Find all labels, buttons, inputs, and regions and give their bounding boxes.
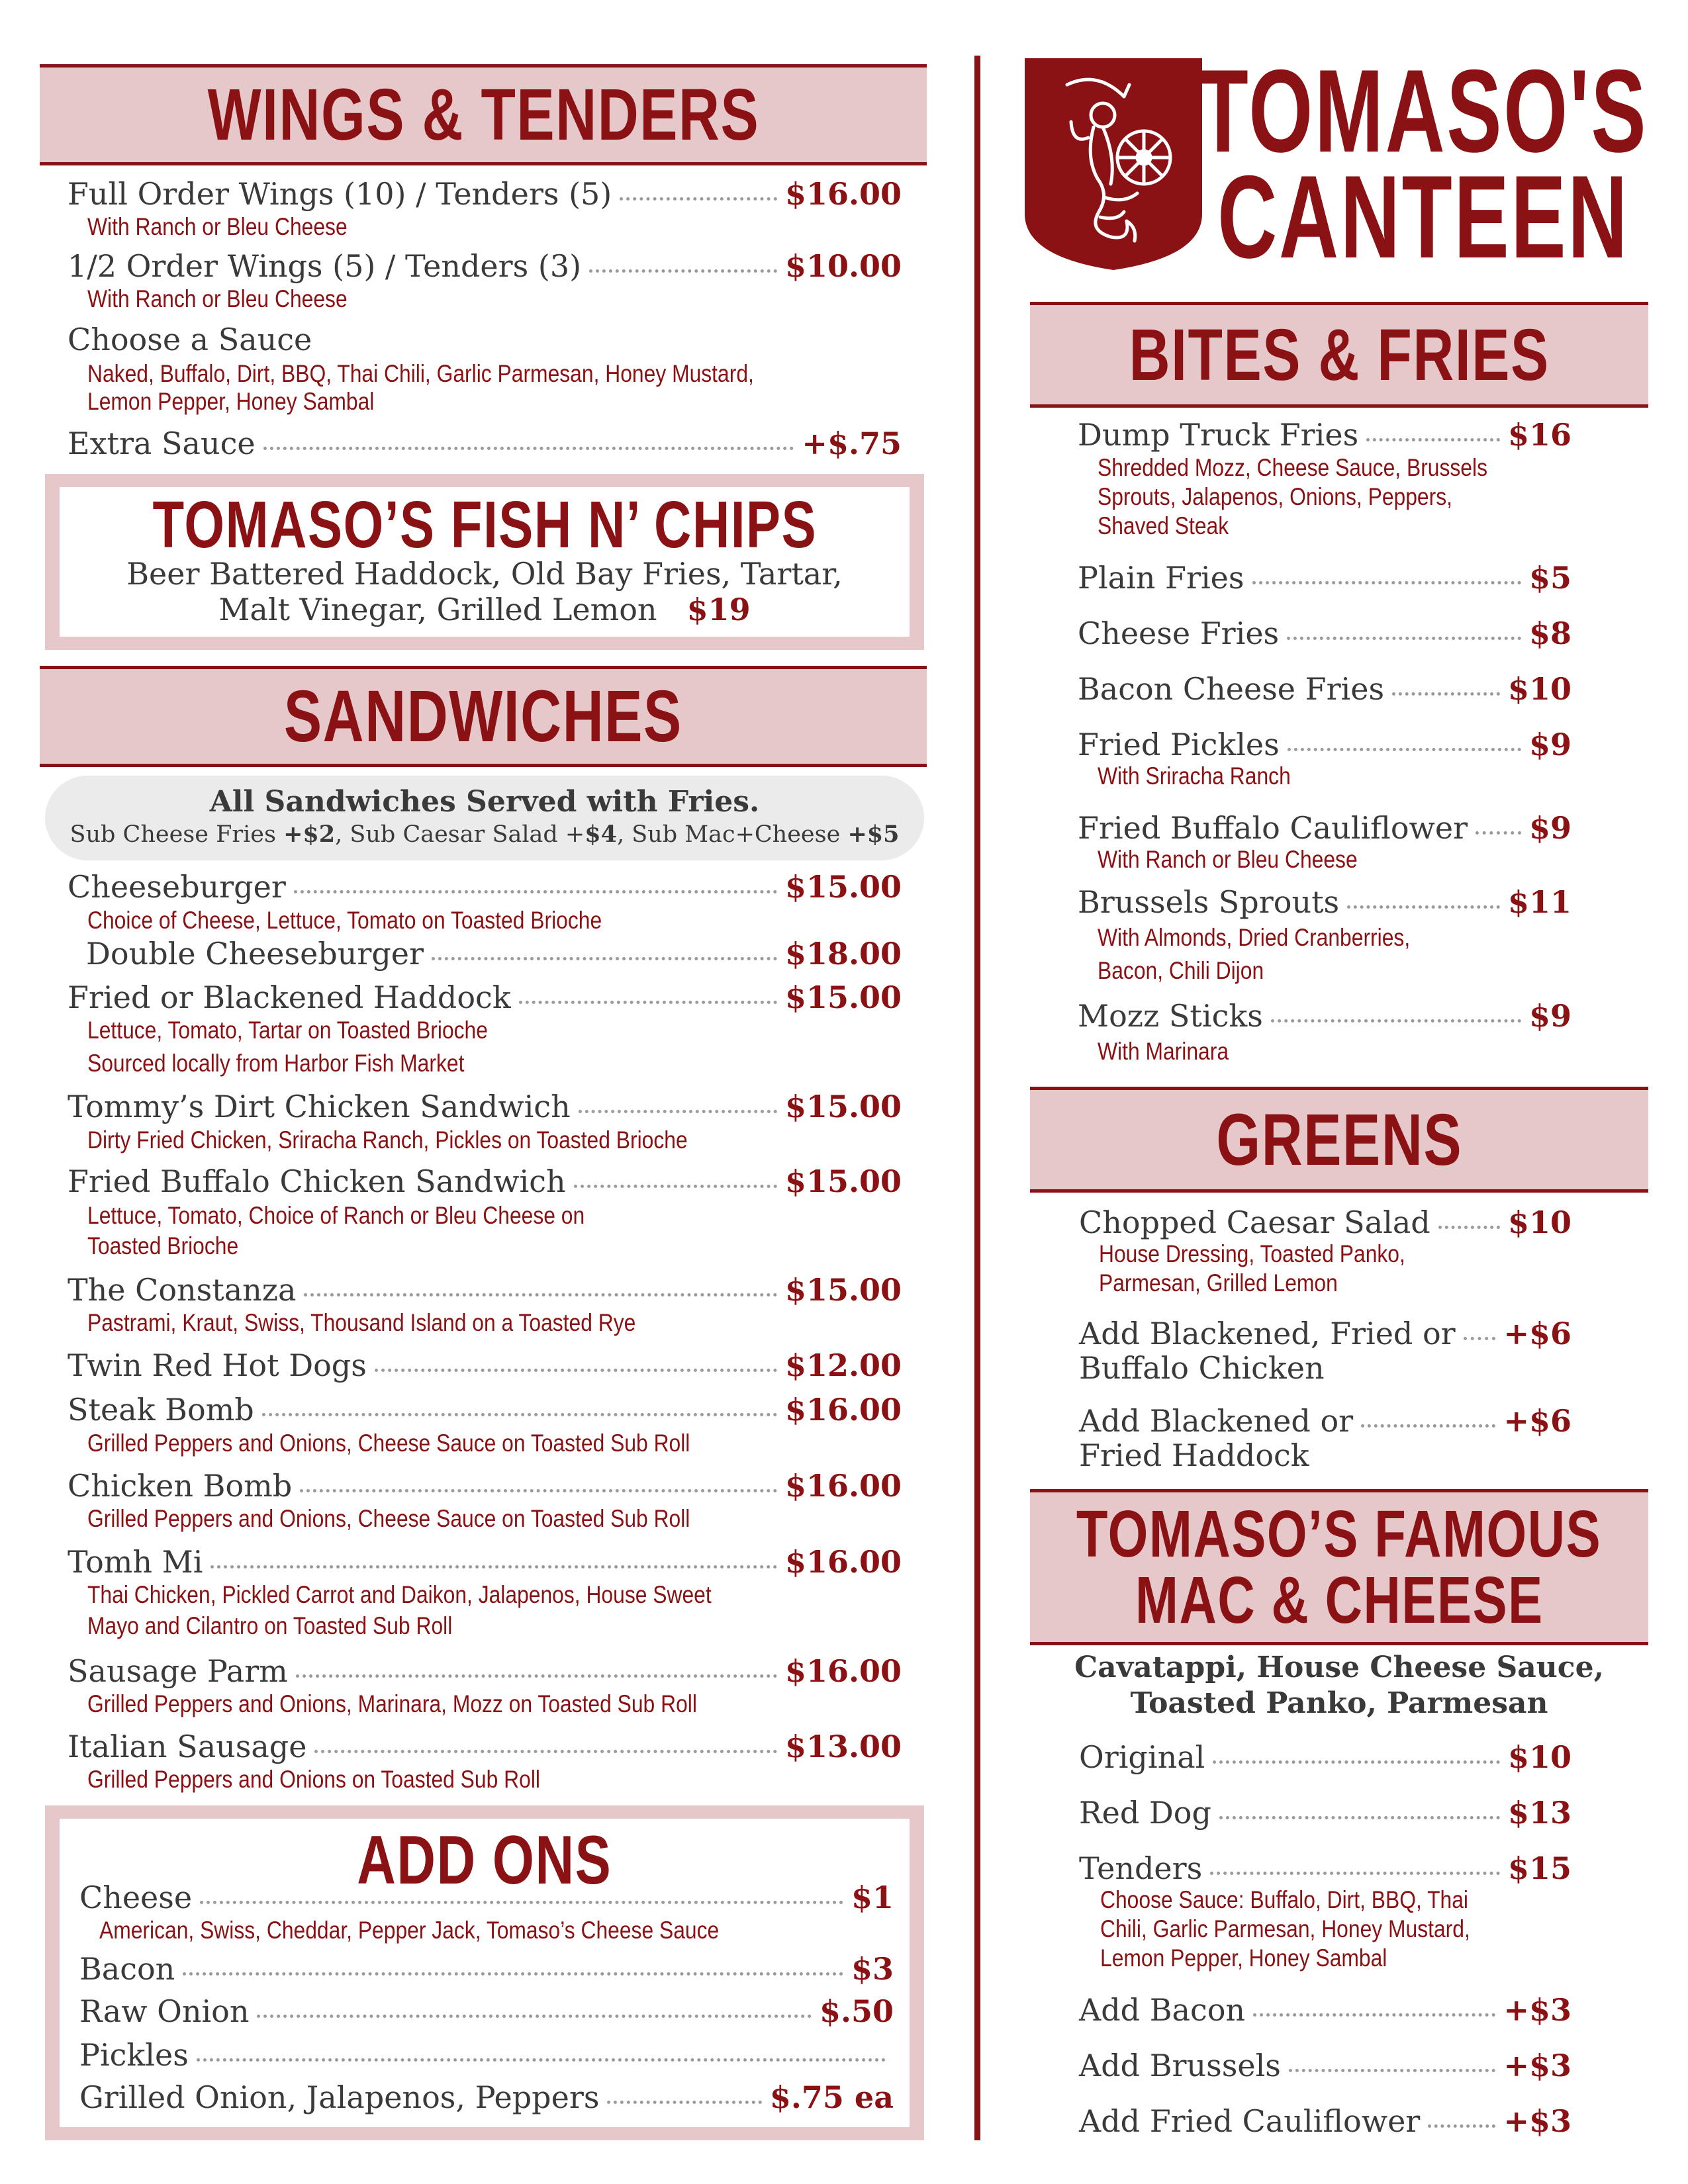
greens-title: GREENS — [1216, 1099, 1462, 1181]
leader-dots — [257, 2015, 811, 2018]
leader-dots — [1253, 2013, 1495, 2017]
menu-item — [68, 1729, 902, 1764]
fish-title-wrap — [60, 487, 910, 563]
item-name: Bacon — [79, 1951, 175, 1987]
menu-item — [1079, 1795, 1571, 1831]
item-description: American, Swiss, Cheddar, Pepper Jack, Tomaso’s Cheese Sauce — [99, 1917, 720, 1944]
brand-name-line-1: TOMASO'S — [1198, 45, 1648, 177]
item-name: Add Bacon — [1079, 1992, 1246, 2028]
menu-item — [68, 1347, 902, 1383]
item-name: Add Blackened or — [1079, 1403, 1354, 1439]
item-name: Italian Sausage — [68, 1729, 307, 1764]
item-name: Fried Buffalo Cauliflower — [1078, 810, 1468, 846]
item-name: Fried Buffalo Chicken Sandwich — [68, 1163, 566, 1199]
item-name: Cheese Fries — [1078, 615, 1280, 651]
item-price: $15.00 — [784, 1163, 902, 1199]
fish-line-2 — [60, 592, 910, 627]
leader-dots — [304, 1293, 776, 1297]
item-price: $16.00 — [784, 1468, 902, 1504]
addons-title: ADD ONS — [357, 1822, 612, 1899]
addon-item — [79, 2079, 894, 2115]
item-description: Shaved Steak — [1098, 512, 1229, 539]
fries-note-title: All Sandwiches Served with Fries. — [209, 785, 760, 819]
item-name: Fried Pickles — [1078, 727, 1280, 762]
item-price: +$6 — [1503, 1403, 1571, 1439]
item-price: $15.00 — [784, 979, 902, 1015]
leader-dots — [1289, 2069, 1496, 2072]
item-name: Add Blackened, Fried or — [1079, 1316, 1456, 1351]
item-description: Sourced locally from Harbor Fish Market — [87, 1050, 465, 1077]
brand-name-line-2: CANTEEN — [1217, 151, 1629, 283]
menu-item — [1078, 810, 1571, 846]
note-text: , Sub Mac+Cheese — [616, 821, 848, 848]
addon-item — [79, 1993, 894, 2029]
item-description: Parmesan, Grilled Lemon — [1099, 1269, 1338, 1297]
menu-item — [68, 1089, 902, 1124]
item-price: $9 — [1528, 727, 1571, 762]
leader-dots — [1287, 637, 1521, 640]
item-name: Brussels Sprouts — [1078, 884, 1340, 920]
sauce-options: Lemon Pepper, Honey Sambal — [87, 388, 375, 415]
item-price: $10.00 — [784, 248, 902, 284]
item-description: With Ranch or Bleu Cheese — [1098, 846, 1358, 873]
item-description: Grilled Peppers and Onions on Toasted Sub Roll — [87, 1766, 540, 1793]
leader-dots — [1210, 1872, 1500, 1875]
mac-title-line-2: MAC & CHEESE — [1135, 1563, 1544, 1637]
menu-item — [86, 936, 902, 972]
mac-title-line-1: TOMASO’S FAMOUS — [1076, 1497, 1602, 1571]
leader-dots — [1288, 748, 1521, 751]
item-price: $12.00 — [784, 1347, 902, 1383]
item-price: $16.00 — [784, 176, 902, 212]
mac-subtitle-2: Toasted Panko, Parmesan — [1130, 1686, 1548, 1720]
leader-dots — [183, 1972, 843, 1976]
item-name: Add Brussels — [1079, 2048, 1281, 2083]
item-description: Lettuce, Tomato, Tartar on Toasted Brioche — [87, 1017, 488, 1044]
item-price: +$.75 — [802, 426, 902, 461]
item-description: Choose Sauce: Buffalo, Dirt, BBQ, Thai — [1100, 1886, 1468, 1913]
wings-header — [40, 64, 927, 165]
item-price: +$3 — [1503, 2048, 1571, 2083]
addon-item — [79, 2037, 894, 2073]
leader-dots — [519, 1001, 777, 1004]
menu-item — [68, 1272, 902, 1308]
item-name: Bacon Cheese Fries — [1078, 671, 1385, 707]
item-name: Red Dog — [1079, 1795, 1211, 1831]
item-description: House Dressing, Toasted Panko, — [1099, 1240, 1405, 1267]
column-divider — [974, 56, 980, 2140]
leader-dots — [1271, 1019, 1521, 1023]
item-price: $13 — [1507, 1795, 1571, 1831]
item-description: Shredded Mozz, Cheese Sauce, Brussels — [1098, 454, 1487, 481]
leader-dots — [1361, 1424, 1495, 1428]
greens-header — [1030, 1087, 1648, 1193]
item-description: Grilled Peppers and Onions, Cheese Sauce on Toasted Sub Roll — [87, 1430, 690, 1457]
item-description: With Almonds, Dried Cranberries, — [1098, 924, 1411, 951]
fries-note-options — [45, 821, 924, 848]
menu-item — [1079, 1739, 1571, 1775]
item-name: Tomh Mi — [68, 1544, 203, 1580]
item-price: $15.00 — [784, 1272, 902, 1308]
note-price: +$5 — [847, 821, 900, 848]
menu-item — [1079, 1205, 1571, 1240]
menu-item — [68, 869, 902, 905]
leader-dots — [375, 1369, 777, 1372]
addon-item — [79, 1880, 894, 1915]
item-description: Lettuce, Tomato, Choice of Ranch or Bleu Cheese on — [87, 1202, 585, 1229]
menu-item — [1078, 417, 1571, 453]
item-name: Sausage Parm — [68, 1653, 288, 1689]
leader-dots — [1428, 2124, 1495, 2128]
fish-description: Beer Battered Haddock, Old Bay Fries, Tartar, — [126, 556, 843, 592]
menu-item — [1078, 615, 1571, 651]
leader-dots — [620, 197, 777, 201]
mermaid-crest-icon — [1025, 58, 1202, 270]
leader-dots — [1476, 831, 1521, 835]
item-name: Add Fried Cauliflower — [1079, 2103, 1421, 2139]
item-description: Dirty Fried Chicken, Sriracha Ranch, Pickles on Toasted Brioche — [87, 1126, 688, 1154]
item-price: +$3 — [1503, 1992, 1571, 2028]
item-price: $13.00 — [784, 1729, 902, 1764]
menu-item — [1079, 2103, 1571, 2139]
item-name: Tenders — [1079, 1850, 1203, 1886]
item-name: Cheese — [79, 1880, 193, 1915]
item-price: $10 — [1507, 1205, 1571, 1240]
menu-item — [68, 1653, 902, 1689]
menu-item — [1079, 1992, 1571, 2028]
item-price: $5 — [1528, 560, 1571, 596]
item-name: Grilled Onion, Jalapenos, Peppers — [79, 2079, 600, 2115]
item-name-line-2: Buffalo Chicken — [1079, 1350, 1325, 1386]
item-name: Steak Bomb — [68, 1392, 254, 1428]
sauce-options: Naked, Buffalo, Dirt, BBQ, Thai Chili, Garlic Parmesan, Honey Mustard, — [87, 360, 754, 387]
mac-header — [1030, 1489, 1648, 1645]
item-description: Thai Chicken, Pickled Carrot and Daikon, Jalapenos, House Sweet — [87, 1581, 712, 1608]
menu-item — [68, 176, 902, 212]
leader-dots — [314, 1750, 776, 1753]
item-description: Chili, Garlic Parmesan, Honey Mustard, — [1100, 1915, 1470, 1942]
menu-item — [68, 1163, 902, 1199]
item-name: Pickles — [79, 2037, 189, 2073]
note-text: , Sub Caesar Salad + — [335, 821, 585, 848]
item-name: Dump Truck Fries — [1078, 417, 1359, 453]
item-name: Cheeseburger — [68, 869, 286, 905]
menu-item — [1078, 998, 1571, 1034]
sandwiches-title: SANDWICHES — [284, 676, 682, 757]
menu-item — [68, 1392, 902, 1428]
item-price: $.75 ea — [769, 2079, 894, 2115]
item-price: $1 — [851, 1880, 894, 1915]
logo-shield — [1025, 58, 1202, 270]
item-description: Mayo and Cilantro on Toasted Sub Roll — [87, 1612, 453, 1639]
item-name: Chicken Bomb — [68, 1468, 293, 1504]
menu-item — [1078, 671, 1571, 707]
item-price: $18.00 — [784, 936, 902, 972]
sauce-label: Choose a Sauce — [68, 322, 312, 357]
leader-dots — [296, 1674, 777, 1678]
note-price: +$2 — [283, 821, 336, 848]
item-price: +$3 — [1503, 2103, 1571, 2139]
menu-item — [68, 248, 902, 284]
item-price: $9 — [1528, 998, 1571, 1034]
item-price: $9 — [1528, 810, 1571, 846]
item-price: $15 — [1507, 1850, 1571, 1886]
fish-title: TOMASO’S FISH N’ CHIPS — [152, 488, 817, 562]
menu-item — [1079, 1850, 1571, 1886]
item-description: Lemon Pepper, Honey Sambal — [1100, 1944, 1387, 1972]
item-name: Fried or Blackened Haddock — [68, 979, 511, 1015]
item-price: $16.00 — [784, 1544, 902, 1580]
menu-item — [1079, 2048, 1571, 2083]
item-name: Full Order Wings (10) / Tenders (5) — [68, 176, 612, 212]
note-price: $4 — [585, 821, 617, 848]
leader-dots — [263, 447, 794, 450]
item-name: The Constanza — [68, 1272, 297, 1308]
menu-item — [68, 1544, 902, 1580]
item-price: $15.00 — [784, 1089, 902, 1124]
menu-item — [68, 426, 902, 461]
item-name: 1/2 Order Wings (5) / Tenders (3) — [68, 248, 582, 284]
bites-title: BITES & FRIES — [1129, 314, 1550, 396]
item-name: Twin Red Hot Dogs — [68, 1347, 367, 1383]
item-name: Double Cheeseburger — [86, 936, 424, 972]
item-description: Grilled Peppers and Onions, Cheese Sauce on Toasted Sub Roll — [87, 1505, 690, 1532]
item-price: $16 — [1507, 417, 1571, 453]
item-name: Chopped Caesar Salad — [1079, 1205, 1430, 1240]
item-name-line-2: Fried Haddock — [1079, 1437, 1309, 1473]
leader-dots — [1366, 438, 1500, 441]
mac-subtitle-1: Cavatappi, House Cheese Sauce, — [1074, 1651, 1604, 1684]
item-name: Original — [1079, 1739, 1205, 1775]
item-name: Mozz Sticks — [1078, 998, 1263, 1034]
item-description: With Ranch or Bleu Cheese — [87, 285, 348, 312]
note-text: Sub Cheese Fries — [70, 821, 284, 848]
leader-dots — [1252, 581, 1521, 584]
leader-dots — [589, 269, 777, 273]
item-price: +$6 — [1503, 1316, 1571, 1351]
item-price: $8 — [1528, 615, 1571, 651]
item-price: $3 — [851, 1951, 894, 1987]
menu-item — [1078, 560, 1571, 596]
bites-header — [1030, 302, 1648, 408]
sandwiches-header — [40, 666, 927, 767]
leader-dots — [432, 957, 777, 960]
item-price: $.50 — [819, 1993, 894, 2029]
item-description: With Ranch or Bleu Cheese — [87, 213, 348, 240]
leader-dots — [197, 2058, 886, 2062]
item-price: $10 — [1507, 1739, 1571, 1775]
fish-price: $19 — [686, 592, 751, 627]
leader-dots — [607, 2101, 761, 2104]
menu-item — [68, 1468, 902, 1504]
leader-dots — [1347, 905, 1500, 909]
item-name: Extra Sauce — [68, 426, 256, 461]
leader-dots — [574, 1185, 777, 1188]
item-description: Sprouts, Jalapenos, Onions, Peppers, — [1098, 483, 1452, 510]
item-description: With Sriracha Ranch — [1098, 762, 1291, 790]
menu-item — [1079, 1316, 1571, 1351]
menu-item — [1078, 884, 1571, 920]
item-price: $10 — [1507, 671, 1571, 707]
item-description: Toasted Brioche — [87, 1232, 239, 1259]
leader-dots — [1392, 692, 1500, 696]
menu-item — [1079, 1403, 1571, 1439]
item-description: Choice of Cheese, Lettuce, Tomato on Toasted Brioche — [87, 907, 602, 934]
leader-dots — [300, 1489, 777, 1492]
leader-dots — [200, 1901, 843, 1904]
menu-item — [1078, 727, 1571, 762]
wings-title: WINGS & TENDERS — [207, 74, 759, 156]
addon-item — [79, 1951, 894, 1987]
leader-dots — [579, 1110, 777, 1113]
leader-dots — [294, 890, 777, 893]
item-price: $15.00 — [784, 869, 902, 905]
item-description: With Marinara — [1098, 1038, 1229, 1065]
item-name: Raw Onion — [79, 1993, 250, 2029]
leader-dots — [211, 1565, 776, 1569]
leader-dots — [262, 1413, 777, 1416]
menu-item — [68, 979, 902, 1015]
item-description: Bacon, Chili Dijon — [1098, 957, 1264, 984]
item-price: $11 — [1507, 884, 1571, 920]
item-description: Pastrami, Kraut, Swiss, Thousand Island on a Toasted Rye — [87, 1309, 636, 1336]
leader-dots — [1219, 1816, 1500, 1819]
item-price: $16.00 — [784, 1392, 902, 1428]
item-name: Plain Fries — [1078, 560, 1244, 596]
brand-line-2-wrap — [1198, 151, 1648, 283]
item-name: Tommy’s Dirt Chicken Sandwich — [68, 1089, 571, 1124]
leader-dots — [1213, 1760, 1500, 1764]
leader-dots — [1438, 1226, 1500, 1229]
fish-description-2: Malt Vinegar, Grilled Lemon — [218, 592, 657, 627]
item-description: Grilled Peppers and Onions, Marinara, Mozz on Toasted Sub Roll — [87, 1690, 697, 1717]
leader-dots — [1464, 1337, 1496, 1340]
item-price: $16.00 — [784, 1653, 902, 1689]
